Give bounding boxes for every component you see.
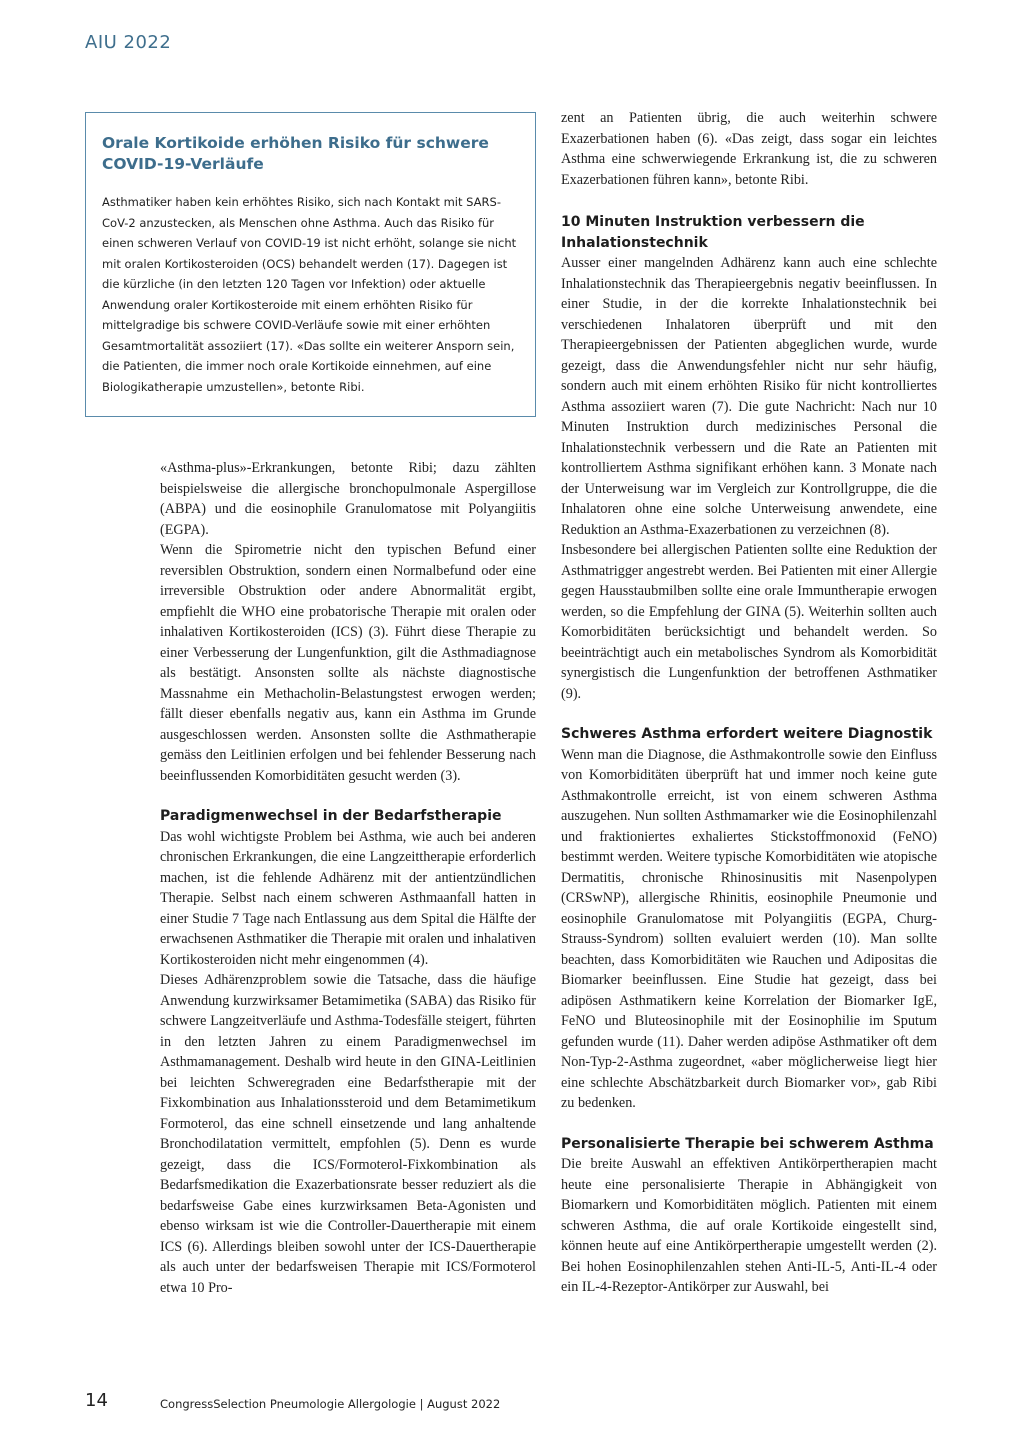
section-heading: Personalisierte Therapie bei schwerem Asthma <box>561 1135 934 1152</box>
info-box-text: Asthmatiker haben kein erhöhtes Risiko, sich nach Kontakt mit SARS-CoV-2 anzustecken, als Menschen ohne Asthma. Auch das Risiko für einen schweren Verlauf von COVID-19 ist nicht erhöht, solange sie nicht mit oralen Kortikosteroiden (OCS) behandelt werden (17). Dagegen ist die kürzliche (in den letzten 120 Tagen vor Infektion) oder aktuelle Anwendung oraler Kortikosteroide mit einem erhöhten Risiko für mittelgradige bis schwere COVID-Verläufe sowie mit einer erhöhten Gesamtmortalität assoziiert (17). «Das sollte ein weiterer Ansporn sein, die Patienten, die immer noch orale Kortikoide einnehmen, auf eine Biologikatherapie umzustellen», betonte Ribi. <box>102 195 517 394</box>
paragraph: Insbesondere bei allergischen Patienten sollte eine Reduktion der Asthmatrigger angestrebt werden. Bei Patienten mit einer Allergie gegen Hausstaubmilben sollte eine orale Immuntherapie erwogen werden, so die Empfehlung der GINA (5). Weiterhin sollten auch Komorbiditäten berücksichtigt und behandelt werden. So beeinträchtigt auch ein metabolisches Syndrom als Komorbidität synergistisch die Lungenfunktion der betroffenen Asthmatiker (9). <box>561 542 937 702</box>
paragraph: Das wohl wichtigste Problem bei Asthma, wie auch bei anderen chronischen Erkrankungen, die eine Langzeittherapie erforderlich machen, ist die fehlende Adhärenz mit der antientzündlichen Therapie. Selbst nach einem schweren Asthmaanfall hatten in einer Studie 7 Tage nach Entlassung aus dem Spital die Hälfte der erwachsenen Asthmatiker die Therapie mit oralen und inhalativen Kortikosteroiden nicht mehr eingenommen (4). <box>160 828 536 968</box>
section-heading: Schweres Asthma erfordert weitere Diagnostik <box>561 726 933 742</box>
paragraph: Wenn die Spirometrie nicht den typischen Befund einer reversiblen Obstruktion, sondern einen Normalbefund oder eine irreversible Obstruktion oder andere Abnormalität ergibt, empfiehlt die WHO eine probatorische Therapie mit oralen oder inhalativen Kortikosteroiden (ICS) (3). Führt diese Therapie zu einer Verbesserung der Lungenfunktion, gilt die Asthmadiagnose als bestätigt. Ansonsten sollte als nächste diagnostische Massnahme ein Methacholin-Belastungstest erwogen werden; fällt dieser ebenfalls negativ aus, kann ein Asthma im Grunde ausgeschlossen werden. Ansonsten sollte die Asthmatherapie gemäss den Leitlinien erfolgen und bei fehlender Besserung nach beeinflussenden Komorbiditäten gesucht werden (3). <box>160 542 536 784</box>
right-column <box>561 108 937 1298</box>
paragraph: Dieses Adhärenzproblem sowie die Tatsache, dass die häufige Anwendung kurzwirksamer Betamimetika (SABA) das Risiko für schwere Langzeitverläufe und Asthma-Todesfälle steigert, führten in den letzten Jahren zu einem Paradigmenwechsel im Asthmamanagement. Deshalb wird heute in den GINA-Leitlinien bei leichten Schweregraden eine Bedarfstherapie mit der Fixkombination aus Inhalationssteroid und dem Betamimetikum Formoterol, das eine schnell einsetzende und lang anhaltende Bronchodilatation vermittelt, empfohlen (5). Denn es wurde gezeigt, dass die ICS/Formoterol-Fixkombination als Bedarfsmedikation die Exazerbationsrate besser reduziert als die bedarfsweise Gabe eines kurzwirksamen Beta-Agonisten und ebenso wirksam ist wie die Controller-Dauertherapie mit einem ICS (6). Allerdings bleiben sowohl unter der ICS-Dauertherapie als auch unter der bedarfsweisen Therapie mit ICS/Formoterol etwa 10 Pro- <box>160 972 536 1296</box>
paragraph: Die breite Auswahl an effektiven Antikörpertherapien macht heute eine personalisierte Therapie in Abhängigkeit von Biomarkern und Komorbiditäten möglich. Patienten mit einem schweren Asthma, die auf orale Kortikoide eingestellt sind, können heute auf eine Antikörpertherapie umgestellt werden (2). Bei hohen Eosinophilenzahlen stehen Anti-IL-5, Anti-IL-4 oder ein IL-4-Rezeptor-Antikörper zur Auswahl, bei <box>561 1156 937 1295</box>
page-number: 14 <box>85 1390 108 1411</box>
left-column <box>160 458 536 1298</box>
section-heading: 10 Minuten Instruktion verbessern die Inhalationstechnik <box>561 214 865 251</box>
publication-info: CongressSelection Pneumologie Allergologie | August 2022 <box>160 1397 501 1411</box>
info-box-title: Orale Kortikoide erhöhen Risiko für schwere COVID-19-Verläufe <box>102 134 489 173</box>
paragraph: «Asthma-plus»-Erkrankungen, betonte Ribi; dazu zählten beispielsweise die allergische bronchopulmonale Aspergillose (ABPA) und die eosinophile Granulomatose mit Polyangiitis (EGPA). <box>160 460 536 538</box>
info-box <box>85 112 536 417</box>
paragraph: Ausser einer mangelnden Adhärenz kann auch eine schlechte Inhalationstechnik das Therapieergebnis negativ beeinflussen. In einer Studie, in der die korrekte Inhalationstechnik bei verschiedenen Inhalatoren überprüft und mit den Therapieergebnissen der Patienten abgeglichen wurde, wurde gezeigt, dass die Anwendungsfehler nicht nur sehr häufig, sondern auch mit einem erhöhten Risiko für nicht kontrolliertes Asthma assoziiert waren (7). Die gute Nachricht: Nach nur 10 Minuten Instruktion durch medizinisches Personal die Inhalationstechnik verbessern und die Rate an Patienten mit kontrolliertem Asthma signifikant erhöhen kann. 3 Monate nach der Unterweisung war im Vergleich zur Kontrollgruppe, die die Inhalatoren ohne eine solche Unterweisung anwendete, eine Reduktion an Asthma-Exazerbationen zu verzeichnen (8). <box>561 255 937 538</box>
paragraph: Wenn man die Diagnose, die Asthmakontrolle sowie den Einfluss von Komorbiditäten überprüft hat und immer noch keine gute Asthmakontrolle erreicht, ist von einem schweren Asthma auszugehen. Nun sollten Asthmamarker wie die Eosinophilenzahl und fraktioniertes exhaliertes Stickstoffmonoxid (FeNO) bestimmt werden. Weitere typische Komorbiditäten wie atopische Dermatitis, chronische Rhinosinusitis mit Nasenpolypen (CRSwNP), allergische Rhinitis, eosinophile Pneumonie und eosinophile Granulomatose mit Polyangiitis (EGPA, Churg-Strauss-Syndrom) sollten evaluiert werden (10). Man sollte beachten, dass Komorbiditäten wie Rauchen und Adipositas die Biomarker beeinflussen. Eine Studie hat gezeigt, dass bei adipösen Asthmatikern keine Korrelation der Biomarker IgE, FeNO und Bluteosinophile mit der Eosinophilie im Sputum gefunden wurde (11). Daher werden adipöse Asthmatiker oft dem Non-Typ-2-Asthma zugeordnet, «aber möglicherweise liegt hier eine schlechte Abschätzbarkeit durch Biomarker vor», gab Ribi zu bedenken. <box>561 746 937 1111</box>
running-header: AIU 2022 <box>85 32 172 53</box>
section-heading: Paradigmenwechsel in der Bedarfstherapie <box>160 808 502 824</box>
paragraph: zent an Patienten übrig, die auch weiterhin schwere Exazerbationen haben (6). «Das zeigt, dass sogar ein leichtes Asthma eine schwerwiegende Erkrankung ist, die zu schweren Exazerbationen führen kann», betonte Ribi. <box>561 110 937 188</box>
